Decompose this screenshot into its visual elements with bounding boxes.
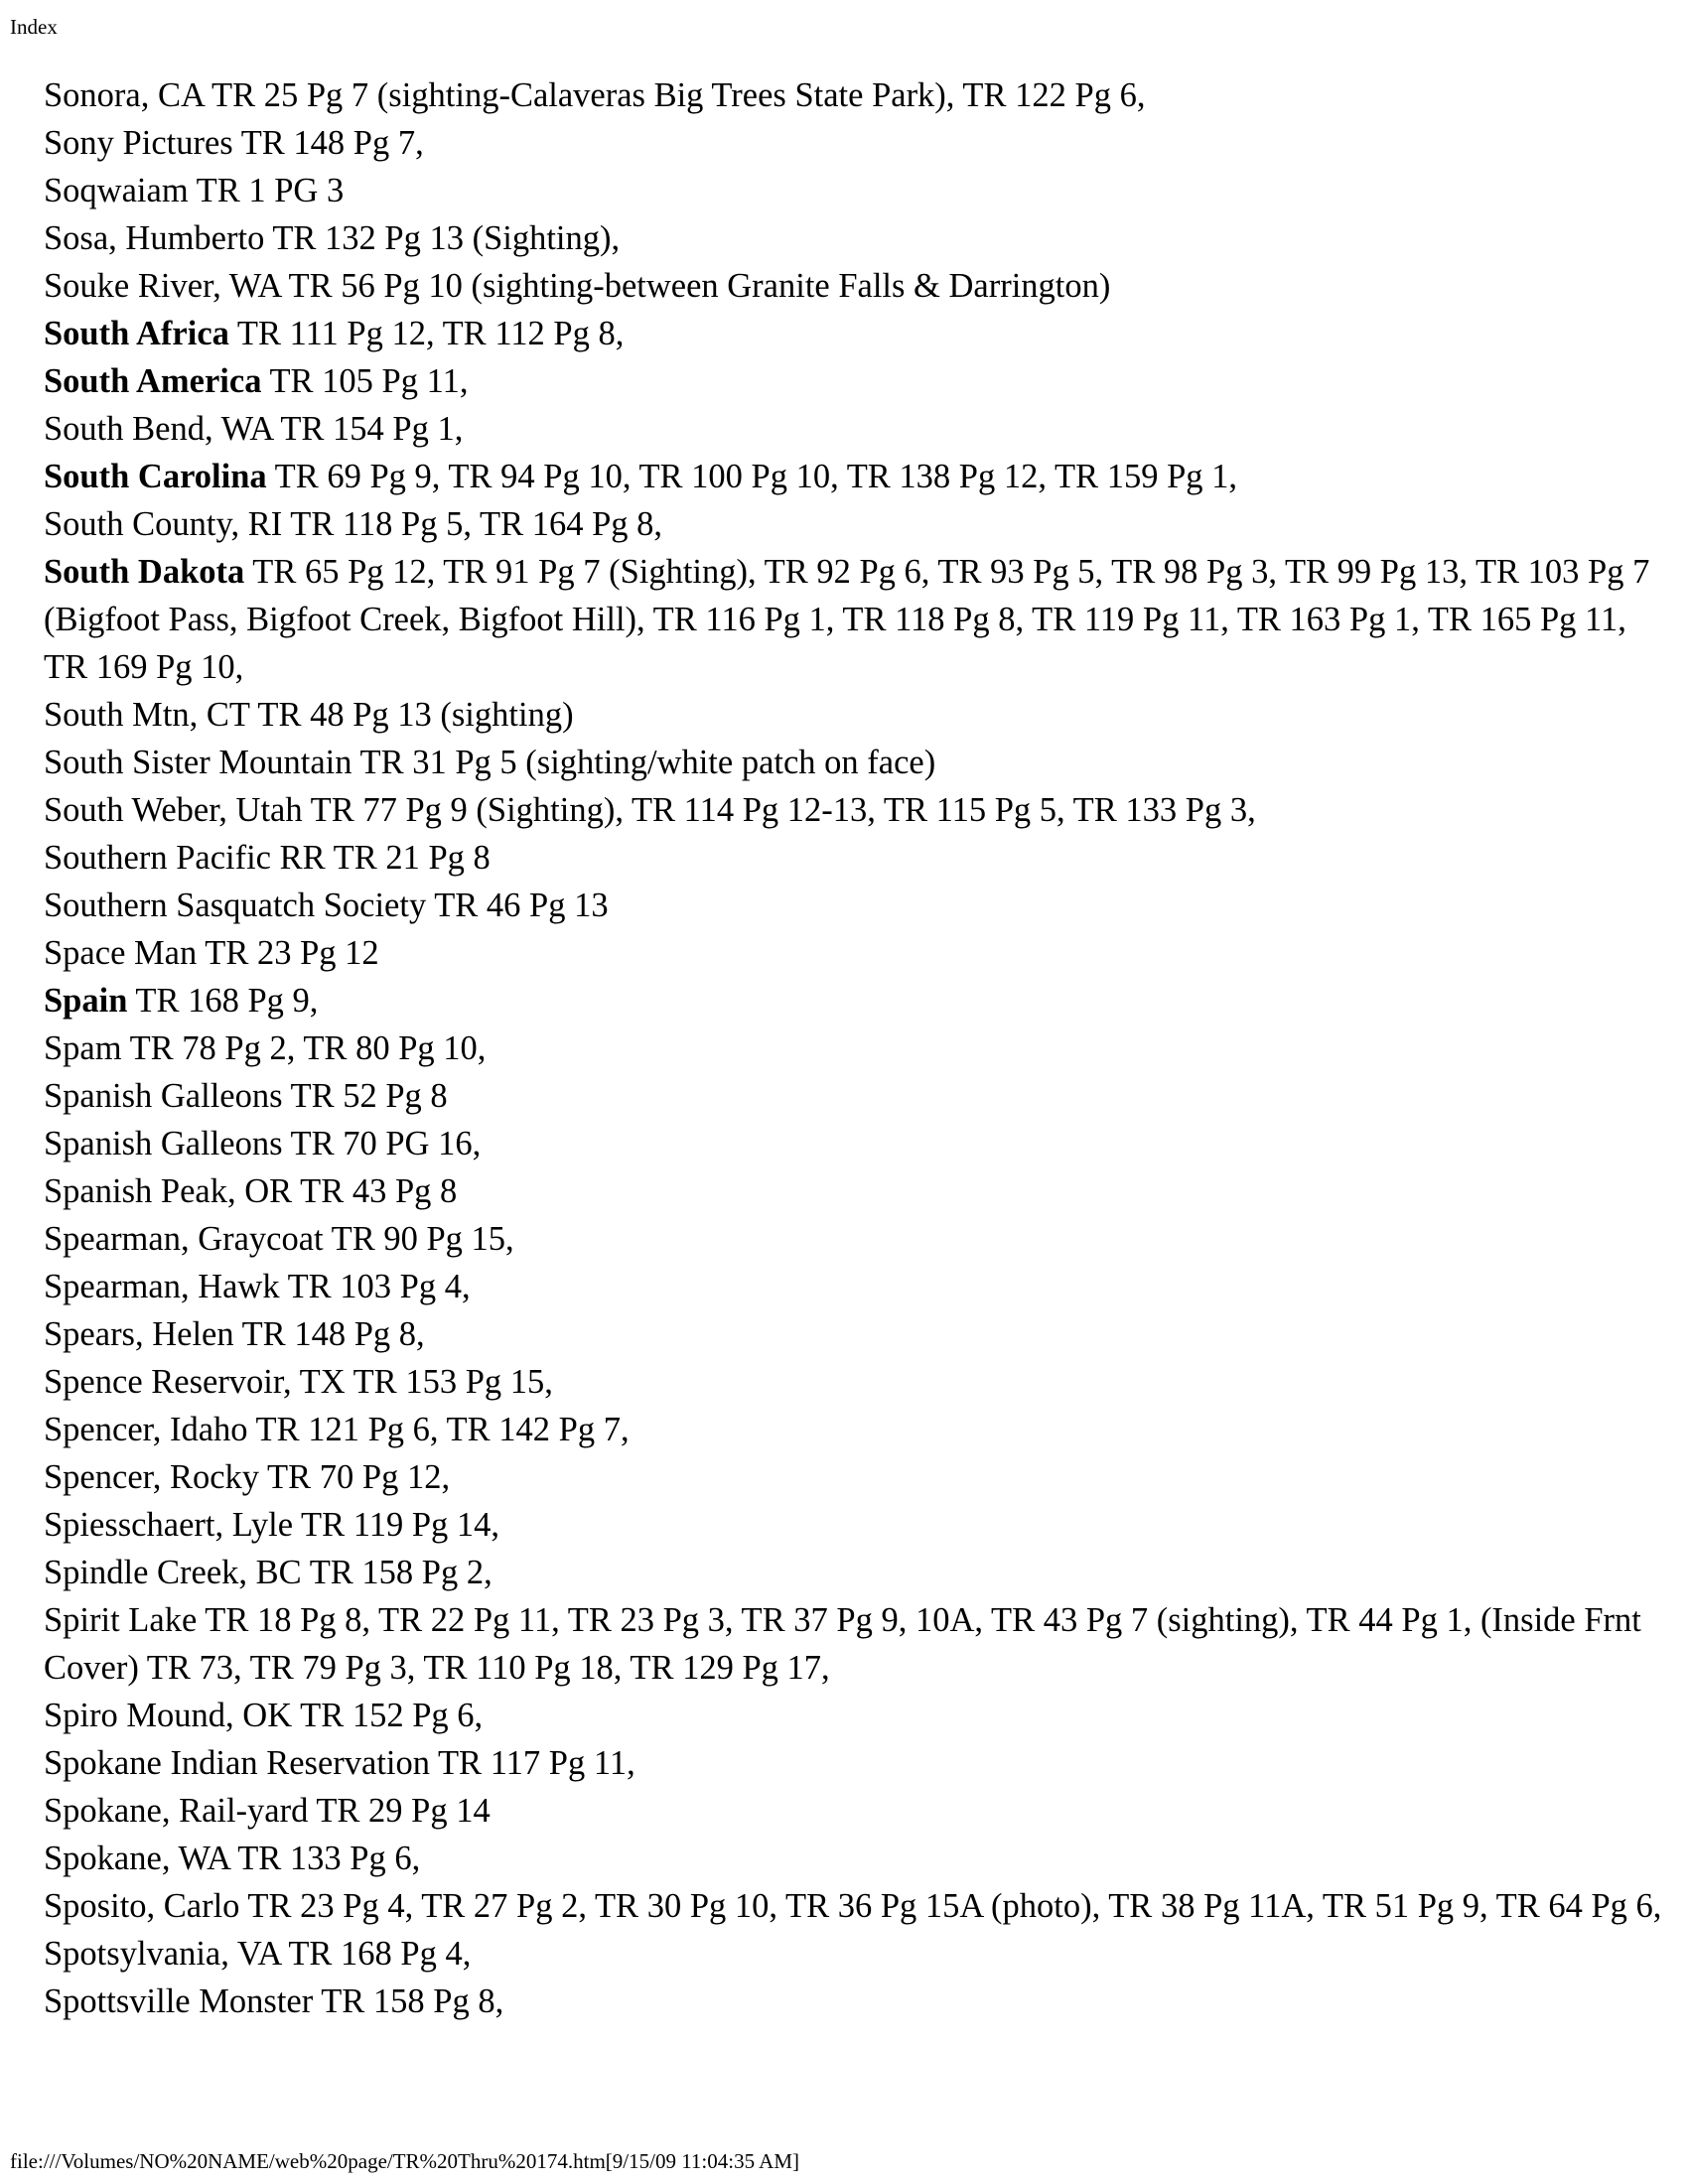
index-entry-text: South Bend, WA TR 154 Pg 1, (44, 410, 464, 448)
index-entry-text: Souke River, WA TR 56 Pg 10 (sighting-between Granite Falls & Darrington) (44, 267, 1111, 305)
footer-file-url: file:///Volumes/NO%20NAME/web%20page/TR%20Thru%20174.htm[9/15/09 11:04:35 AM] (10, 2149, 800, 2173)
index-entry (44, 1072, 1662, 1120)
index-entry-text: Spottsville Monster TR 158 Pg 8, (44, 1982, 504, 2020)
index-entry (44, 405, 1662, 453)
index-entry (44, 834, 1662, 882)
index-entry-text: Spiro Mound, OK TR 152 Pg 6, (44, 1697, 484, 1734)
index-entry (44, 1263, 1662, 1310)
index-entry-text: Spotsylvania, VA TR 168 Pg 4, (44, 1935, 472, 1973)
index-entry (44, 882, 1662, 929)
index-entry-text: Southern Sasquatch Society TR 46 Pg 13 (44, 887, 609, 924)
index-entry-text: Spanish Peak, OR TR 43 Pg 8 (44, 1172, 458, 1210)
index-entry (44, 1167, 1662, 1215)
index-entry (44, 1787, 1662, 1835)
index-entry-text: TR 69 Pg 9, TR 94 Pg 10, TR 100 Pg 10, TR 138 Pg 12, TR 159 Pg 1, (266, 458, 1238, 495)
index-entry (44, 262, 1662, 310)
index-entry-text: Spokane, Rail-yard TR 29 Pg 14 (44, 1792, 491, 1830)
index-entry-term: South Africa (44, 315, 229, 352)
index-entry (44, 1453, 1662, 1501)
index-entry-list (44, 71, 1662, 2025)
index-entry (44, 310, 1662, 357)
index-entry-text: TR 168 Pg 9, (127, 982, 319, 1020)
index-entry-text: Spam TR 78 Pg 2, TR 80 Pg 10, (44, 1029, 487, 1067)
index-entry (44, 1549, 1662, 1596)
index-entry-text: Sosa, Humberto TR 132 Pg 13 (Sighting), (44, 219, 621, 257)
index-entry (44, 1358, 1662, 1406)
index-entry (44, 1024, 1662, 1072)
index-entry-text: Southern Pacific RR TR 21 Pg 8 (44, 839, 491, 877)
index-entry (44, 1406, 1662, 1453)
index-entry (44, 691, 1662, 739)
index-entry (44, 1596, 1662, 1692)
index-entry-term: South Carolina (44, 458, 267, 495)
index-entry (44, 119, 1662, 167)
index-entry (44, 1692, 1662, 1739)
index-entry-text: Spence Reservoir, TX TR 153 Pg 15, (44, 1363, 553, 1401)
index-entry (44, 548, 1662, 691)
index-entry (44, 1215, 1662, 1263)
index-entry-term: South America (44, 362, 262, 400)
index-entry-text: South County, RI TR 118 Pg 5, TR 164 Pg 8, (44, 505, 663, 543)
index-entry-text: Space Man TR 23 Pg 12 (44, 934, 379, 972)
index-entry (44, 1835, 1662, 1882)
index-entry-text: Spiesschaert, Lyle TR 119 Pg 14, (44, 1506, 500, 1544)
index-entry-text: Spindle Creek, BC TR 158 Pg 2, (44, 1554, 492, 1591)
index-entry-text: Spanish Galleons TR 70 PG 16, (44, 1125, 482, 1162)
index-entry (44, 214, 1662, 262)
index-entry-text: Spearman, Graycoat TR 90 Pg 15, (44, 1220, 514, 1258)
index-entry (44, 500, 1662, 548)
index-entry-text: TR 65 Pg 12, TR 91 Pg 7 (Sighting), TR 92 Pg 6, TR 93 Pg 5, TR 98 Pg 3, TR 99 Pg 13, TR 103 Pg 7 (Bigfoot Pass, Bigfoot Creek, Bigfoot Hill), TR 116 Pg 1, TR 118 Pg 8, TR 119 Pg 11, TR 163 Pg 1, TR 165 Pg 11, TR 169 Pg 10, (44, 553, 1650, 686)
index-entry-term: Spain (44, 982, 128, 1020)
index-entry-text: Spokane Indian Reservation TR 117 Pg 11, (44, 1744, 635, 1782)
index-entry (44, 739, 1662, 786)
index-entry-text: South Weber, Utah TR 77 Pg 9 (Sighting), TR 114 Pg 12-13, TR 115 Pg 5, TR 133 Pg 3, (44, 791, 1256, 829)
index-entry (44, 71, 1662, 119)
index-entry-text: Spencer, Rocky TR 70 Pg 12, (44, 1458, 451, 1496)
index-entry-text: TR 111 Pg 12, TR 112 Pg 8, (228, 315, 625, 352)
index-entry-text: Spears, Helen TR 148 Pg 8, (44, 1315, 425, 1353)
index-entry (44, 357, 1662, 405)
index-entry-text: South Sister Mountain TR 31 Pg 5 (sighting/white patch on face) (44, 744, 936, 781)
index-entry-text: TR 105 Pg 11, (261, 362, 469, 400)
index-entry-text: Sony Pictures TR 148 Pg 7, (44, 124, 424, 162)
page-header-label: Index (10, 15, 58, 39)
index-entry (44, 1930, 1662, 1978)
index-entry (44, 1882, 1662, 1930)
index-entry (44, 1739, 1662, 1787)
index-entry-text: Soqwaiam TR 1 PG 3 (44, 172, 345, 209)
index-entry-text: Sposito, Carlo TR 23 Pg 4, TR 27 Pg 2, TR 30 Pg 10, TR 36 Pg 15A (photo), TR 38 Pg 11A, TR 51 Pg 9, TR 64 Pg 6, (44, 1887, 1662, 1925)
index-entry-text: Spokane, WA TR 133 Pg 6, (44, 1840, 421, 1877)
index-entry-text: Spencer, Idaho TR 121 Pg 6, TR 142 Pg 7, (44, 1411, 630, 1448)
index-entry-text: Spanish Galleons TR 52 Pg 8 (44, 1077, 448, 1115)
index-entry-text: South Mtn, CT TR 48 Pg 13 (sighting) (44, 696, 574, 734)
index-entry (44, 977, 1662, 1024)
index-entry (44, 786, 1662, 834)
index-entry (44, 453, 1662, 500)
index-entry-text: Spearman, Hawk TR 103 Pg 4, (44, 1268, 471, 1305)
index-entry-text: Spirit Lake TR 18 Pg 8, TR 22 Pg 11, TR 23 Pg 3, TR 37 Pg 9, 10A, TR 43 Pg 7 (sighting), TR 44 Pg 1, (Inside Frnt Cover) TR 73, TR 79 Pg 3, TR 110 Pg 18, TR 129 Pg 17, (44, 1601, 1641, 1687)
index-entry (44, 1978, 1662, 2025)
index-entry-text: Sonora, CA TR 25 Pg 7 (sighting-Calaveras Big Trees State Park), TR 122 Pg 6, (44, 76, 1146, 114)
index-entry (44, 1120, 1662, 1167)
index-entry (44, 167, 1662, 214)
index-entry (44, 1501, 1662, 1549)
index-entry (44, 929, 1662, 977)
index-entry-term: South Dakota (44, 553, 245, 591)
index-entry (44, 1310, 1662, 1358)
